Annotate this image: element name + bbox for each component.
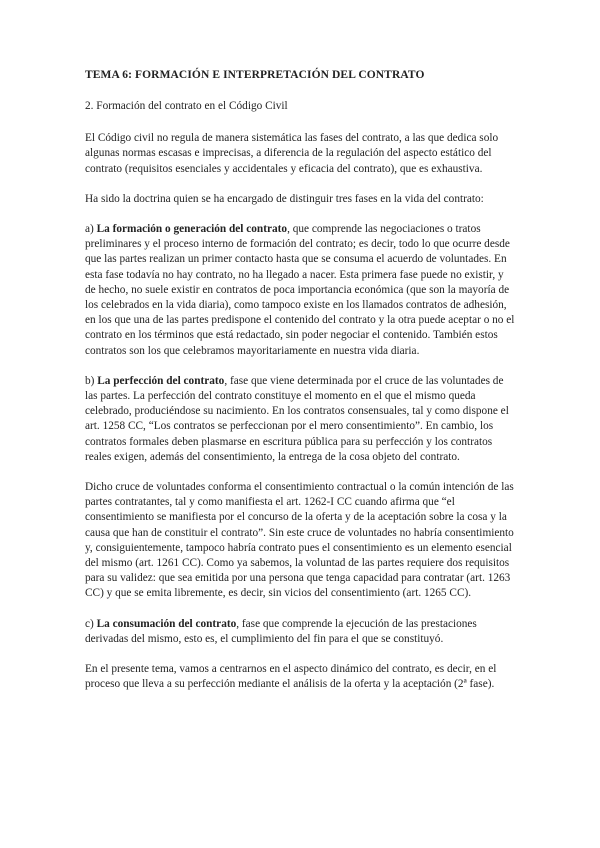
phase-c-prefix: c) [85, 617, 97, 630]
closing-paragraph: En el presente tema, vamos a centrarnos en el aspecto dinámico del contrato, es decir, en el proceso que lleva a su perfección mediante el análisis de la oferta y la aceptación (2ª fase). [85, 663, 497, 691]
phase-a-paragraph [85, 222, 517, 359]
doctrine-paragraph: Ha sido la doctrina quien se ha encargado de distinguir tres fases en la vida del contrato: [85, 192, 484, 205]
intro-paragraph: El Código civil no regula de manera sistemática las fases del contrato, a las que dedica solo algunas normas escasas e imprecisas, a diferencia de la regulación del aspecto estático del contrato (requisitos esenciales y accidentales y eficacia del contrato), que es exhaustiva. [85, 132, 499, 175]
phase-b-prefix: b) [85, 374, 98, 387]
phase-c-text: , fase que comprende la ejecución de las prestaciones derivadas del mismo, esto es, el cumplimiento del fin para el que se constituyó. [85, 617, 477, 645]
section-subtitle: 2. Formación del contrato en el Código Civil [85, 100, 288, 112]
phase-b-paragraph [85, 374, 517, 465]
document-body [85, 68, 517, 693]
consent-paragraph: Dicho cruce de voluntades conforma el consentimiento contractual o la común intención de las partes contratantes, tal y como manifiesta el art. 1262-I CC cuando afirma que “el consentimiento se manifiesta por el concurso de la oferta y de la aceptación sobre la cosa y la causa que han de constituir el contrato”. Sin este cruce de voluntades no habría consentimiento y, consiguientemente, tampoco habría contrato pues el consentimiento es un elemento esencial del mismo (art. 1261 CC). Como ya sabemos, la voluntad de las partes requiere dos requisitos para su validez: que sea emitida por una persona que tenga capacidad para contratar (art. 1263 CC) y que se emita libremente, es decir, sin vicios del consentimiento (art. 1265 CC). [85, 481, 514, 600]
phase-a-prefix: a) [85, 223, 97, 236]
phase-c-heading: La consumación del contrato [96, 617, 237, 630]
phase-a-heading: La formación o generación del contrato [96, 223, 288, 236]
phase-a-text: , que comprende las negociaciones o tratos preliminares y el proceso interno de formación del contrato; es decir, todo lo que ocurre desde que las partes realizan un primer contacto hasta que se consuma el acuerdo de voluntades. En esta fase todavía no hay contrato, no ha llegado a nacer. Esta primera fase puede no existir, y de hecho, no suele existir en contratos de poca importancia económica (que son la mayoría de los celebrados en la vida diaria), como tampoco existe en los llamados contratos de adhesión, en los que una de las partes predispone el contenido del contrato y la otra puede aceptar o no el contrato en los términos que está redactado, sin poder negociar el contenido. También estos contratos son los que celebramos mayoritariamente en nuestra vida diaria. [85, 223, 515, 357]
phase-c-paragraph [85, 617, 517, 647]
phase-b-heading: La perfección del contrato [97, 374, 225, 387]
phase-b-text: , fase que viene determinada por el cruce de las voluntades de las partes. La perfección del contrato constituye el momento en el que el mismo queda celebrado, produciéndose su nacimiento. En los contratos consensuales, tal y como dispone el art. 1258 CC, “Los contratos se perfeccionan por el mero consentimiento”. En cambio, los contratos formales deben plasmarse en escritura pública para su perfección y los contratos reales exigen, además del consentimiento, la entrega de la cosa objeto del contrato. [85, 374, 509, 463]
page-title: TEMA 6: FORMACIÓN E INTERPRETACIÓN DEL CONTRATO [85, 69, 425, 81]
